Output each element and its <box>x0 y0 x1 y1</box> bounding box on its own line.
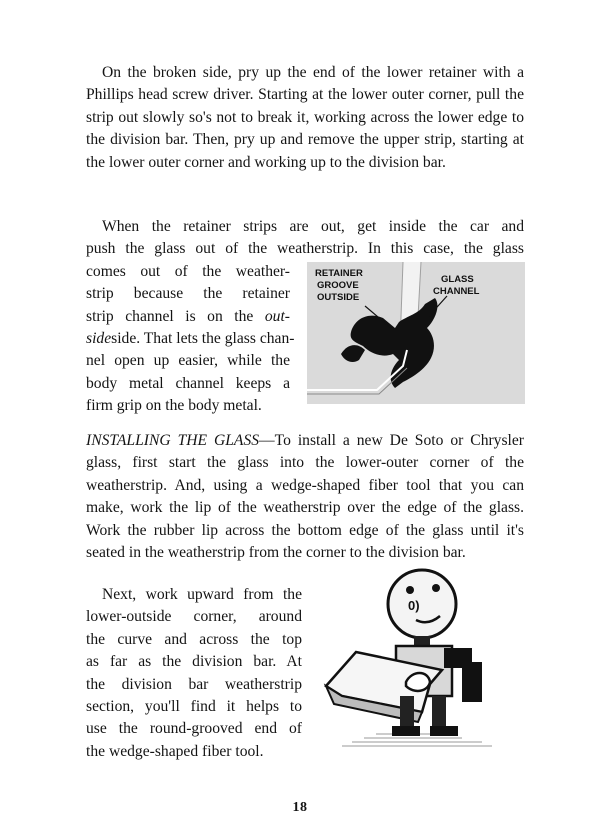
robot-mascot-illustration <box>312 566 530 750</box>
robot-leg-right <box>432 696 446 730</box>
text-line: lower-outside corner, around <box>86 608 302 626</box>
label-channel: CHANNEL <box>433 286 480 297</box>
retainer-strip <box>341 345 365 362</box>
text-line: strip channel is on the out- <box>86 307 290 325</box>
text-line: body metal channel keeps a <box>86 374 290 392</box>
italic-outside-b: side <box>86 330 112 348</box>
text-line: firm grip on the body metal. <box>86 397 262 415</box>
label-glass: GLASS <box>441 274 474 285</box>
italic-outside-a: out- <box>264 307 290 325</box>
robot-head <box>388 570 456 638</box>
paragraph-work-upward <box>86 584 302 763</box>
paragraph-installing-glass <box>86 430 524 564</box>
text-line: as far as the division bar. At <box>86 653 302 671</box>
robot-drawing <box>312 566 530 750</box>
text-line: Next, work upward from the <box>102 586 302 603</box>
text-line: strip because the retainer <box>86 285 290 303</box>
paragraph-text: On the broken side, pry up the end of the lower retainer with a Phillips head screw driver. Starting at the lower outer corner, pull the strip out slowly so's not to break it, working across the lower edge to the division bar. Then, pry up and remove the upper strip, starting at the lower outer corner and working up to the division bar. <box>86 64 524 171</box>
robot-leg-left <box>400 696 414 730</box>
label-groove: GROOVE <box>317 280 359 291</box>
robot-face-mark: 0) <box>408 598 420 613</box>
page-number: 18 <box>292 800 308 815</box>
text-line: comes out of the weather- <box>86 262 290 280</box>
text-line: nel open up easier, while the <box>86 352 290 370</box>
weatherstrip-cross-section-diagram <box>307 262 525 404</box>
text-line: section, you'll find it helps to <box>86 698 302 716</box>
text-line: sideside. That lets the glass chan- <box>86 330 295 348</box>
text-line: the curve and across the top <box>86 630 302 648</box>
text-line: When the retainer strips are out, get inside the car and <box>102 218 524 235</box>
text-line: the division bar weatherstrip <box>86 675 302 693</box>
text-line: use the round-grooved end of <box>86 720 302 738</box>
paragraph-glass-push-full <box>86 216 524 261</box>
text-line: push the glass out of the weatherstrip. In this case, the glass <box>86 240 524 258</box>
text-line: the wedge-shaped fiber tool. <box>86 742 264 760</box>
paragraph-retainer-removal <box>86 62 524 174</box>
paragraph-text: —To install a new De Soto or Chrysler glass, first start the glass into the lower-outer corner of the weatherstrip. And, using a wedge-shaped fiber tool that you can make, work the lip of the weatherstrip over the edge of the glass. Work the rubber lip across the bottom edge of the glass until it's seated in the weatherstrip from the corner to the division bar. <box>86 432 524 562</box>
section-heading-installing: INSTALLING THE GLASS <box>86 432 260 449</box>
robot-hand <box>406 673 430 691</box>
label-retainer: RETAINER <box>315 268 363 279</box>
paragraph-glass-push-wrapped <box>86 261 295 418</box>
diagram-illustration <box>307 262 525 404</box>
label-outside: OUTSIDE <box>317 292 360 303</box>
